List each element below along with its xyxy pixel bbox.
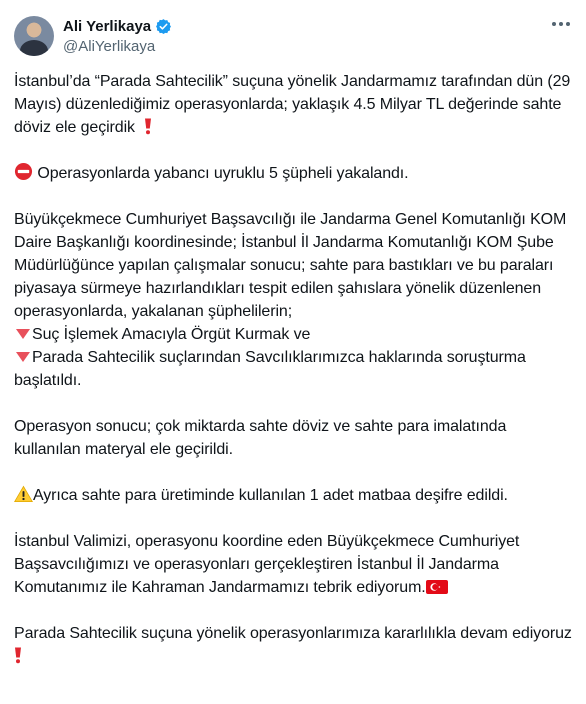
bullet-1-text: Suç İşlemek Amacıyla Örgüt Kurmak ve xyxy=(32,326,311,343)
more-icon[interactable] xyxy=(552,22,570,26)
post-header xyxy=(14,16,172,56)
paragraph-7-text: Parada Sahtecilik suçuna yönelik operasyonlarımıza kararlılıkla devam ediyoruz xyxy=(14,625,572,642)
paragraph-4 xyxy=(14,415,574,461)
author-display-name[interactable]: Ali Yerlikaya xyxy=(63,17,152,35)
post-text xyxy=(14,70,574,668)
paragraph-3 xyxy=(14,208,574,392)
author-handle[interactable]: @AliYerlikaya xyxy=(63,37,156,55)
paragraph-5-text: Ayrıca sahte para üretiminde kullanılan 1 adet matbaa deşifre edildi. xyxy=(33,487,508,504)
paragraph-2 xyxy=(14,162,574,185)
paragraph-3-text: Büyükçekmece Cumhuriyet Başsavcılığı ile Jandarma Genel Komutanlığı KOM Daire Başkanlığı koordinesinde; İstanbul İl Jandarma Komutanlığı KOM Şube Müdürlüğünce yapılan çalışmalar sonucu; sahte para bastıkları ve bu paraları piyasaya sürmeye hazırlandıkları tespit edilen şahıslara yönelik düzenlenen operasyonlarda, yakalanan şüphelilerin; xyxy=(14,211,567,320)
red-exclamation-icon xyxy=(144,117,152,135)
avatar[interactable] xyxy=(14,16,54,56)
paragraph-6-text: İstanbul Valimizi, operasyonu koordine eden Büyükçekmece Cumhuriyet Başsavcılığımızı ve operasyonları gerçekleştiren İstanbul İl Jandarma Komutanımız ile Kahraman Jandarmamızı tebrik ediyorum. xyxy=(14,533,520,596)
paragraph-1-text: İstanbul’da “Parada Sahtecilik” suçuna yönelik Jandarmamız tarafından dün (29 Mayıs) düzenlediğimiz operasyonlarda; yaklaşık 4.5 Milyar TL değerinde sahte döviz ele geçirdik xyxy=(14,73,571,136)
paragraph-5 xyxy=(14,484,574,507)
paragraph-1 xyxy=(14,70,574,139)
author-names xyxy=(63,17,172,56)
bullet-2-text: Parada Sahtecilik suçlarından Savcılıklarımızca haklarında soruşturma başlatıldı. xyxy=(14,349,526,389)
verified-badge-icon xyxy=(155,18,172,35)
red-exclamation-icon xyxy=(14,646,22,664)
no-entry-icon xyxy=(14,162,33,181)
paragraph-7 xyxy=(14,622,574,668)
paragraph-6 xyxy=(14,530,574,599)
red-down-triangle-icon xyxy=(14,349,32,365)
paragraph-4-text: Operasyon sonucu; çok miktarda sahte döviz ve sahte para imalatında kullanılan materyal ele geçirildi. xyxy=(14,418,507,458)
name-row xyxy=(63,17,172,36)
turkey-flag-icon xyxy=(426,579,448,595)
paragraph-2-text: Operasyonlarda yabancı uyruklu 5 şüpheli yakalandı. xyxy=(37,165,409,182)
red-down-triangle-icon xyxy=(14,326,32,342)
warning-icon xyxy=(14,485,33,503)
